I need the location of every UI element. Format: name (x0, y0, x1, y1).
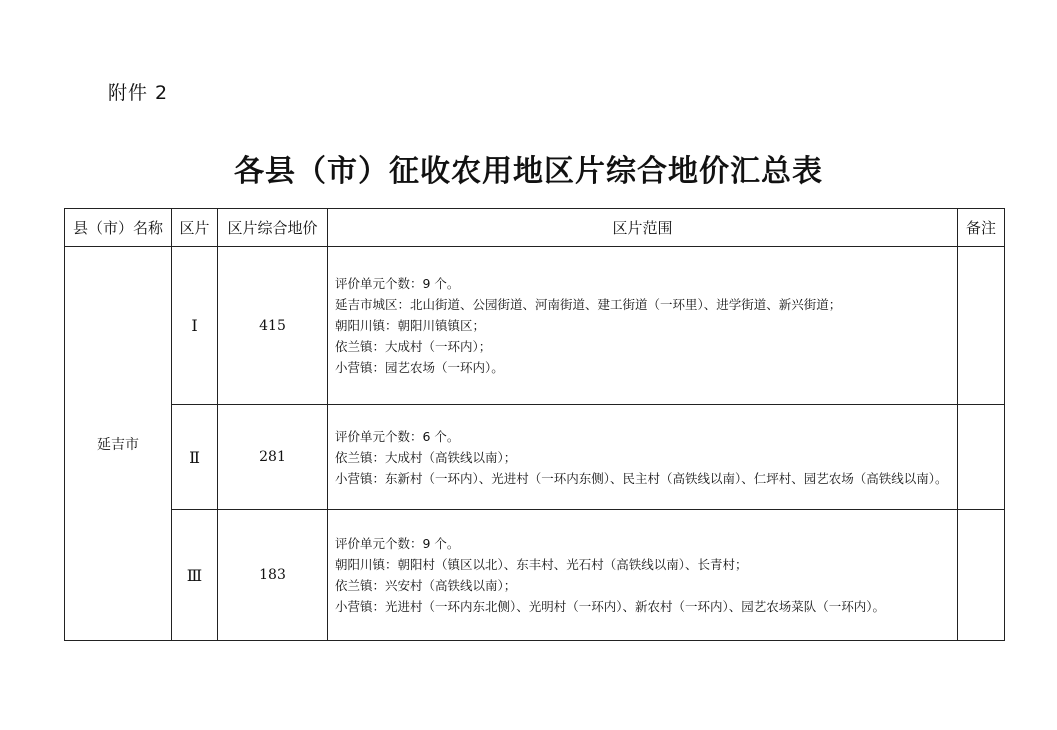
scope-line: 评价单元个数：9 个。 (335, 276, 460, 291)
header-scope: 区片范围 (328, 209, 958, 247)
header-zone: 区片 (172, 209, 218, 247)
scope-line: 小营镇：东新村（一环内）、光进村（一环内东侧）、民主村（高铁线以南）、仁坪村、园艺农场（高铁线以南）。 (335, 470, 948, 486)
scope-cell (328, 247, 958, 405)
scope-line: 评价单元个数：6 个。 (335, 428, 460, 444)
zone-cell: Ⅰ (172, 247, 218, 405)
document-title: 各县（市）征收农用地区片综合地价汇总表 (234, 154, 823, 189)
header-note: 备注 (958, 209, 1005, 247)
note-cell (958, 247, 1005, 405)
table-row (65, 247, 1005, 405)
scope-cell (328, 405, 958, 510)
table-row (65, 510, 1005, 641)
scope-line: 依兰镇：大成村（一环内）； (335, 339, 492, 354)
scope-line: 小营镇：园艺农场（一环内）。 (335, 360, 504, 375)
zone-cell: Ⅲ (172, 510, 218, 641)
scope-line: 评价单元个数：9 个。 (335, 536, 460, 551)
scope-cell (328, 510, 958, 641)
price-cell: 415 (218, 247, 328, 405)
table-row (65, 405, 1005, 510)
zone-cell: Ⅱ (172, 405, 218, 510)
scope-line: 小营镇：光进村（一环内东北侧）、光明村（一环内）、新农村（一环内）、园艺农场菜队（一环内）。 (335, 599, 886, 614)
attachment-label: 附件 2 (108, 82, 169, 104)
price-cell: 183 (218, 510, 328, 641)
land-price-summary-table (64, 208, 1005, 641)
header-county: 县（市）名称 (65, 209, 172, 247)
note-cell (958, 510, 1005, 641)
scope-line: 朝阳川镇：朝阳村（镇区以北）、东丰村、光石村（高铁线以南）、长青村； (335, 557, 748, 572)
header-price: 区片综合地价 (218, 209, 328, 247)
price-cell: 281 (218, 405, 328, 510)
note-cell (958, 405, 1005, 510)
scope-line: 依兰镇：大成村（高铁线以南）； (335, 449, 517, 465)
scope-line: 朝阳川镇：朝阳川镇镇区； (335, 318, 486, 333)
table-header-row (65, 209, 1005, 247)
scope-line: 延吉市城区：北山街道、公园街道、河南街道、建工街道（一环里）、进学街道、新兴街道； (335, 297, 842, 312)
county-name-cell: 延吉市 (65, 247, 172, 641)
scope-line: 依兰镇：兴安村（高铁线以南）； (335, 578, 517, 593)
